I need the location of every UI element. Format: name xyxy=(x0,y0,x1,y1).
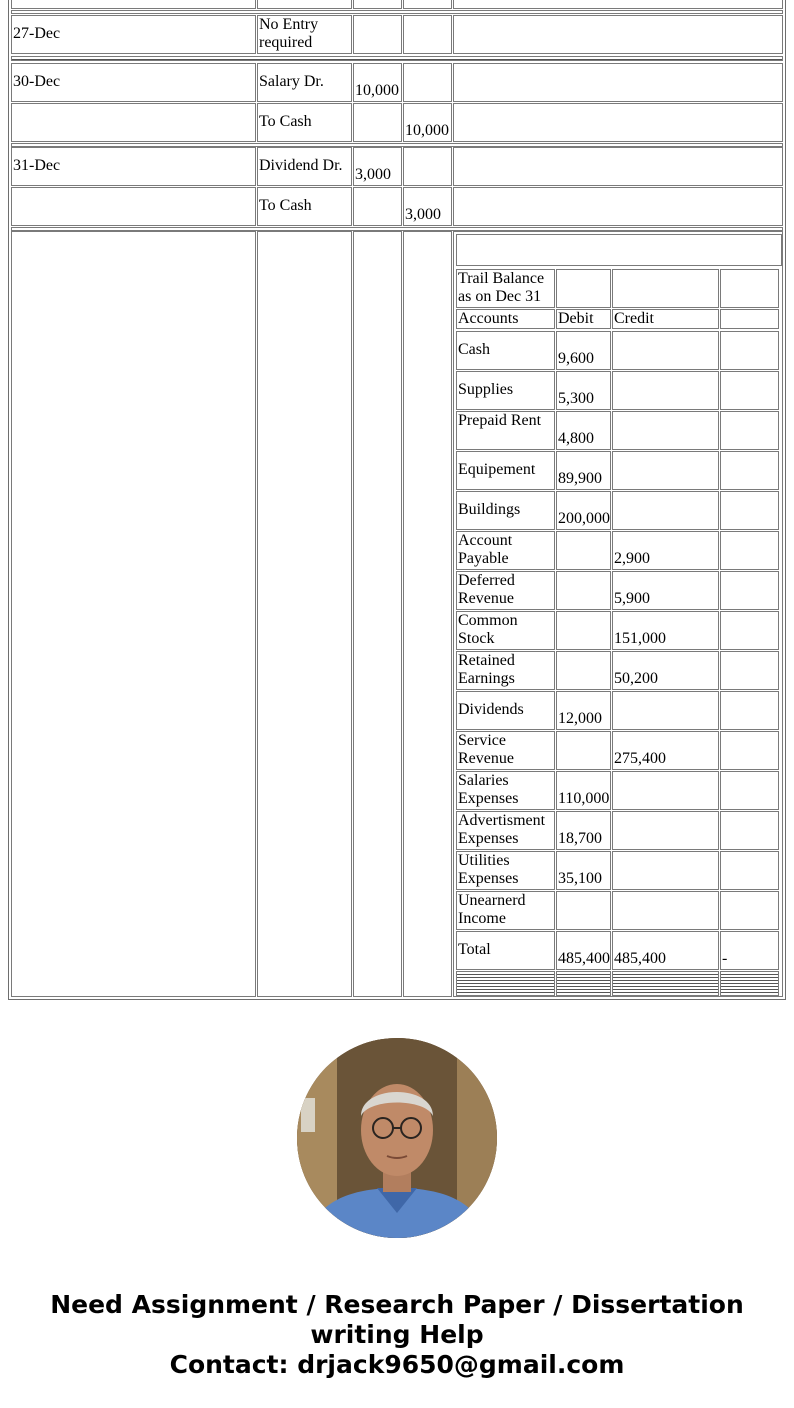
journal-date: 30-Dec xyxy=(13,73,61,90)
journal-account xyxy=(259,0,315,1)
author-photo-icon xyxy=(297,1038,497,1238)
header-credit: Credit xyxy=(614,310,654,327)
account-name: Account Payable xyxy=(458,532,513,567)
journal-account: No Entry required xyxy=(259,16,319,51)
table-row xyxy=(11,103,256,142)
debit-amount: 200,000 xyxy=(558,510,610,527)
table-row xyxy=(11,15,256,54)
journal-account: Salary Dr. xyxy=(259,73,324,90)
table-row xyxy=(456,771,555,810)
debit-amount: 18,700 xyxy=(558,830,602,847)
total-underline xyxy=(456,971,555,996)
table-row xyxy=(456,651,555,690)
account-name: Service Revenue xyxy=(458,732,514,767)
account-name: Dividends xyxy=(458,701,524,718)
journal-credit: 10,000 xyxy=(405,122,449,139)
debit-amount: 4,800 xyxy=(558,430,594,447)
journal-credit: 3,000 xyxy=(405,206,441,223)
table-row xyxy=(11,187,256,226)
journal-debit: 3,000 xyxy=(355,166,391,183)
journal-date: 31-Dec xyxy=(13,157,61,174)
account-name: Unearnerd Income xyxy=(458,892,526,927)
debit-amount: 12,000 xyxy=(558,710,602,727)
account-name: Prepaid Rent xyxy=(458,412,542,429)
credit-amount: 151,000 xyxy=(614,630,666,647)
row-separator xyxy=(11,10,783,14)
account-name: Common Stock xyxy=(458,612,518,647)
total-underline xyxy=(720,971,779,996)
promo-line-2: writing Help xyxy=(310,1320,484,1349)
account-name: Cash xyxy=(458,341,490,358)
credit-amount: 275,400 xyxy=(614,750,666,767)
account-name: Supplies xyxy=(458,381,514,398)
promo-line-1: Need Assignment / Research Paper / Dissertation xyxy=(50,1290,744,1319)
header-accounts: Accounts xyxy=(458,310,519,327)
journal-date: 27-Dec xyxy=(13,25,61,42)
account-name: Advertisment Expenses xyxy=(458,812,546,847)
debit-amount: 9,600 xyxy=(558,350,594,367)
table-row xyxy=(11,147,256,186)
credit-amount: 5,900 xyxy=(614,590,650,607)
table-row xyxy=(456,891,555,930)
trial-balance-header xyxy=(456,309,555,329)
table-row xyxy=(456,331,555,370)
table-row xyxy=(11,63,256,102)
account-name: Retained Earnings xyxy=(458,652,515,687)
table-row xyxy=(456,531,555,570)
account-name: Salaries Expenses xyxy=(458,772,519,807)
total-label: Total xyxy=(458,941,491,958)
table-row xyxy=(456,611,555,650)
table-row xyxy=(456,411,555,450)
contact-email[interactable]: Contact: drjack9650@gmail.com xyxy=(169,1350,625,1379)
debit-amount: 110,000 xyxy=(558,790,610,807)
credit-amount: 2,900 xyxy=(614,550,650,567)
journal-account: To Cash xyxy=(259,113,312,130)
table-row xyxy=(456,691,555,730)
total-underline xyxy=(556,971,611,996)
table-row xyxy=(456,371,555,410)
debit-amount: 35,100 xyxy=(558,870,602,887)
trial-balance-total-row xyxy=(456,931,555,970)
total-credit: 485,400 xyxy=(614,950,666,967)
journal-account: To Cash xyxy=(259,197,312,214)
table-row xyxy=(456,811,555,850)
journal-credit xyxy=(405,0,441,1)
journal-account: Dividend Dr. xyxy=(259,157,343,174)
account-name: Utilities Expenses xyxy=(458,852,519,887)
table-row xyxy=(11,231,256,997)
trial-balance-title-row xyxy=(456,269,555,308)
total-difference: - xyxy=(722,950,728,967)
table-row xyxy=(456,491,555,530)
account-name: Equipement xyxy=(458,461,536,478)
total-underline xyxy=(612,971,719,996)
table-row xyxy=(456,851,555,890)
table-row xyxy=(456,571,555,610)
table-row xyxy=(456,451,555,490)
avatar xyxy=(297,1038,497,1238)
table-row xyxy=(11,0,256,9)
table-row xyxy=(456,731,555,770)
debit-amount: 5,300 xyxy=(558,390,594,407)
row-separator xyxy=(11,56,783,61)
account-name: Buildings xyxy=(458,501,521,518)
debit-amount: 89,900 xyxy=(558,470,602,487)
journal-debit: 10,000 xyxy=(355,82,399,99)
credit-amount: 50,200 xyxy=(614,670,658,687)
header-debit: Debit xyxy=(558,310,594,327)
trial-balance-title: Trail Balance as on Dec 31 xyxy=(458,270,545,305)
account-name: Deferred Revenue xyxy=(458,572,515,607)
total-debit: 485,400 xyxy=(558,950,610,967)
